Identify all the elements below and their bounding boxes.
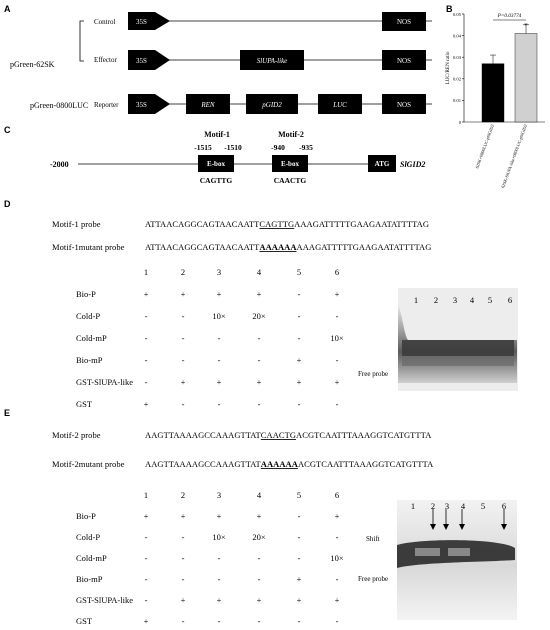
table-e-cell: - xyxy=(181,553,185,563)
sig-star: * xyxy=(524,22,528,30)
reporter-luc: LUC xyxy=(333,101,347,109)
table-e-cell: + xyxy=(296,595,302,605)
table-e-cell: - xyxy=(181,574,185,584)
table-d-cell: - xyxy=(257,355,261,365)
reporter-pgid2: pGID2 xyxy=(262,101,282,109)
table-d-cell: - xyxy=(297,399,301,409)
table-e-cell: - xyxy=(257,616,261,626)
table-e-row-label: Cold-mP xyxy=(76,553,107,563)
motif1-probe-label: Motif-1 probe xyxy=(52,219,101,229)
table-e-lane-1: 1 xyxy=(143,490,149,500)
gel-e-lane-6: 6 xyxy=(501,501,507,511)
table-d-row-label: GST-SlUPA-like xyxy=(76,377,133,387)
table-d-row-label: GST xyxy=(76,399,93,409)
motif2-seq: CAACTG xyxy=(273,176,307,185)
table-e-cell: - xyxy=(181,532,185,542)
motif2-pos-end: -935 xyxy=(299,143,313,152)
table-e-cell: + xyxy=(334,595,340,605)
reporter-nos: NOS xyxy=(396,101,412,109)
table-e-cell: - xyxy=(297,532,301,542)
table-d-cell: - xyxy=(144,311,148,321)
motif2-probe-sequence: AAGTTAAAAGCCAAAGTTATCAACTGACGTCAATTTAAAGGTCATGTTTA xyxy=(145,430,432,440)
table-e-row-label: Bio-mP xyxy=(76,574,103,584)
bar xyxy=(482,64,504,122)
table-d-lane-6: 6 xyxy=(334,267,340,277)
table-d-cell: + xyxy=(256,377,262,387)
table-d-cell: - xyxy=(257,399,261,409)
table-e-cell: + xyxy=(334,511,340,521)
gene-sigid2: SlGID2 xyxy=(400,160,426,169)
row-reporter-label: Reporter xyxy=(94,101,119,109)
y-tick-label: 0.02 xyxy=(452,76,461,82)
table-d-lane-5: 5 xyxy=(296,267,302,277)
effector-35s: 35S xyxy=(136,57,147,65)
reporter-35s: 35S xyxy=(136,101,147,109)
table-d-cell: + xyxy=(216,289,222,299)
panel-e-letter: E xyxy=(4,408,11,418)
table-e-cell: - xyxy=(144,532,148,542)
table-d-cell: + xyxy=(334,377,340,387)
gel-e-lane-1: 1 xyxy=(410,501,416,511)
x-tick-label: 62SK-SlUPA-like+0800LUC-pSlGID2 xyxy=(500,123,528,189)
table-e-cell: + xyxy=(296,574,302,584)
table-e-row-label: GST-SlUPA-like xyxy=(76,595,133,605)
y-tick-label: 0 xyxy=(458,119,461,125)
table-d-lane-2: 2 xyxy=(180,267,186,277)
table-d-cell: - xyxy=(144,333,148,343)
table-d-cell: + xyxy=(296,377,302,387)
reporter-ren: REN xyxy=(201,101,215,109)
gel-e-shift-label: Shift xyxy=(366,535,380,543)
table-e-cell: - xyxy=(335,574,339,584)
table-d-cell: - xyxy=(181,311,185,321)
table-e-lane-2: 2 xyxy=(180,490,186,500)
table-e-cell: - xyxy=(297,616,301,626)
gel-d-lane-1: 1 xyxy=(413,295,419,305)
motif1-mutant-sequence: ATTAACAGGCAGTAACAATTAAAAAAAAAGATTTTTGAAGAATATTTTAG xyxy=(145,242,432,252)
gel-d-lower-band xyxy=(402,356,514,366)
table-e-row-label: GST xyxy=(76,616,93,626)
table-e-cell: - xyxy=(144,595,148,605)
table-d-cell: - xyxy=(217,399,221,409)
table-d-cell: - xyxy=(217,333,221,343)
panel-b-letter: B xyxy=(446,4,453,14)
table-d-cell: 20× xyxy=(252,311,266,321)
promoter-start: -2000 xyxy=(50,160,69,169)
table-d-lane-1: 1 xyxy=(143,267,149,277)
table-d-cell: - xyxy=(144,377,148,387)
table-e-cell: + xyxy=(143,511,149,521)
table-e-cell: - xyxy=(144,574,148,584)
table-e-cell: + xyxy=(143,616,149,626)
table-e-cell: 10× xyxy=(330,553,344,563)
table-e-cell: - xyxy=(144,553,148,563)
table-d-cell: + xyxy=(143,399,149,409)
emsa-gel-e xyxy=(397,500,517,620)
bracket-62sk xyxy=(80,21,84,61)
motif1-pos-start: -1515 xyxy=(194,143,212,152)
gel-d-lane-2: 2 xyxy=(433,295,439,305)
table-e-cell: - xyxy=(181,616,185,626)
gel-d-lane-5: 5 xyxy=(487,295,493,305)
table-e-row-label: Bio-P xyxy=(76,511,96,521)
gel-d-free-probe-label: Free probe xyxy=(358,370,389,378)
motif1-probe-sequence: ATTAACAGGCAGTAACAATTCAGTTGAAAGATTTTTGAAGAATATTTTAG xyxy=(145,219,430,229)
y-tick-label: 0.01 xyxy=(452,98,461,104)
table-d-lane-4: 4 xyxy=(256,267,262,277)
table-e-cell: - xyxy=(217,553,221,563)
table-d-cell: - xyxy=(335,399,339,409)
table-e-row-label: Cold-P xyxy=(76,532,101,542)
bar-chart xyxy=(445,12,545,189)
table-e-cell: - xyxy=(335,616,339,626)
effector-nos: NOS xyxy=(396,57,412,65)
table-d-row-label: Cold-P xyxy=(76,311,101,321)
gel-d-lane-3: 3 xyxy=(452,295,458,305)
table-e-cell: 20× xyxy=(252,532,266,542)
table-e-cell: + xyxy=(180,595,186,605)
gel-d-free-probe-band xyxy=(402,340,514,356)
table-e-cell: - xyxy=(257,574,261,584)
table-d-cell: + xyxy=(216,377,222,387)
motif2-mutant-label: Motif-2mutant probe xyxy=(52,459,125,469)
table-e-cell: - xyxy=(297,553,301,563)
table-e-cell: - xyxy=(335,532,339,542)
y-tick-label: 0.05 xyxy=(452,11,461,17)
table-e-cell: + xyxy=(256,595,262,605)
table-d-cell: - xyxy=(335,311,339,321)
table-d-cell: - xyxy=(335,355,339,365)
table-e-cell: + xyxy=(180,511,186,521)
table-e-cell: - xyxy=(217,574,221,584)
table-e-lane-5: 5 xyxy=(296,490,302,500)
table-d-cell: - xyxy=(181,355,185,365)
panel-d-letter: D xyxy=(4,199,11,209)
table-e-lane-6: 6 xyxy=(334,490,340,500)
effector-gene: SlUPA-like xyxy=(256,57,288,65)
table-d-cell: - xyxy=(181,399,185,409)
table-e-lane-4: 4 xyxy=(256,490,262,500)
table-e-lane-3: 3 xyxy=(216,490,222,500)
motif1-ebox-label: E-box xyxy=(207,160,225,168)
table-e-cell: - xyxy=(297,511,301,521)
table-d-cell: - xyxy=(297,333,301,343)
row-effector-label: Effector xyxy=(94,56,117,64)
gel-e-lane-4: 4 xyxy=(460,501,466,511)
table-d-lane-3: 3 xyxy=(216,267,222,277)
table-d-cell: - xyxy=(144,355,148,365)
effector-35s-arrow xyxy=(128,50,170,70)
motif1-pos-end: -1510 xyxy=(224,143,242,152)
motif1-seq: CAGTTG xyxy=(199,176,233,185)
y-axis-label: LUC/REN ratio xyxy=(445,51,451,85)
table-d-cell: + xyxy=(334,289,340,299)
table-e-cell: + xyxy=(216,595,222,605)
table-d-cell: + xyxy=(296,355,302,365)
table-d-row-label: Bio-P xyxy=(76,289,96,299)
gel-e-lane-2: 2 xyxy=(430,501,436,511)
table-e-cell: + xyxy=(256,511,262,521)
motif2-pos-start: -940 xyxy=(271,143,285,152)
motif2-mutant-sequence: AAGTTAAAAGCCAAAGTTATAAAAAAACGTCAATTTAAAGGTCATGTTTA xyxy=(145,459,434,469)
y-tick-label: 0.03 xyxy=(452,55,461,60)
vector-pgreen-62sk: pGreen-62SK xyxy=(10,60,55,69)
panel-c-letter: C xyxy=(4,125,11,135)
row-control-label: Control xyxy=(94,18,116,26)
vector-pgreen-0800luc: pGreen-0800LUC xyxy=(30,101,89,110)
control-35s-arrow xyxy=(128,12,170,30)
bar xyxy=(515,33,537,122)
motif2-probe-label: Motif-2 probe xyxy=(52,430,101,440)
table-e-cell: + xyxy=(216,511,222,521)
control-35s: 35S xyxy=(136,18,147,26)
motif1-mutant-label: Motif-1mutant probe xyxy=(52,242,125,252)
table-d-cell: - xyxy=(257,333,261,343)
table-d-row-label: Bio-mP xyxy=(76,355,103,365)
table-e-cell: 10× xyxy=(212,532,226,542)
table-d-cell: + xyxy=(256,289,262,299)
gel-e-lane-5: 5 xyxy=(480,501,486,511)
motif2-ebox-label: E-box xyxy=(281,160,299,168)
y-tick-label: 0.04 xyxy=(452,33,461,39)
gel-d-lane-6: 6 xyxy=(507,295,513,305)
table-d-cell: - xyxy=(297,289,301,299)
table-d-cell: - xyxy=(297,311,301,321)
reaction-table-e xyxy=(76,490,344,626)
gel-e-lane-3: 3 xyxy=(444,501,450,511)
table-e-cell: - xyxy=(257,553,261,563)
gel-e-free-probe-label: Free probe xyxy=(358,575,389,583)
reporter-35s-arrow xyxy=(128,94,170,114)
motif1-title: Motif-1 xyxy=(204,130,230,139)
table-e-cell: - xyxy=(217,616,221,626)
panel-a-letter: A xyxy=(4,4,11,14)
table-d-cell: + xyxy=(180,377,186,387)
x-tick-label: 62SK+0800LUC-pSIGID2 xyxy=(474,123,495,170)
table-d-cell: 10× xyxy=(212,311,226,321)
table-d-row-label: Cold-mP xyxy=(76,333,107,343)
gel-d-lane-4: 4 xyxy=(469,295,475,305)
table-d-cell: + xyxy=(143,289,149,299)
table-d-cell: - xyxy=(217,355,221,365)
reaction-table-d xyxy=(76,267,344,409)
table-d-cell: + xyxy=(180,289,186,299)
control-nos: NOS xyxy=(396,18,412,26)
p-value: P=0.03774 xyxy=(497,13,522,19)
table-d-cell: - xyxy=(181,333,185,343)
table-d-cell: 10× xyxy=(330,333,344,343)
motif2-title: Motif-2 xyxy=(278,130,304,139)
atg-label: ATG xyxy=(374,160,390,168)
